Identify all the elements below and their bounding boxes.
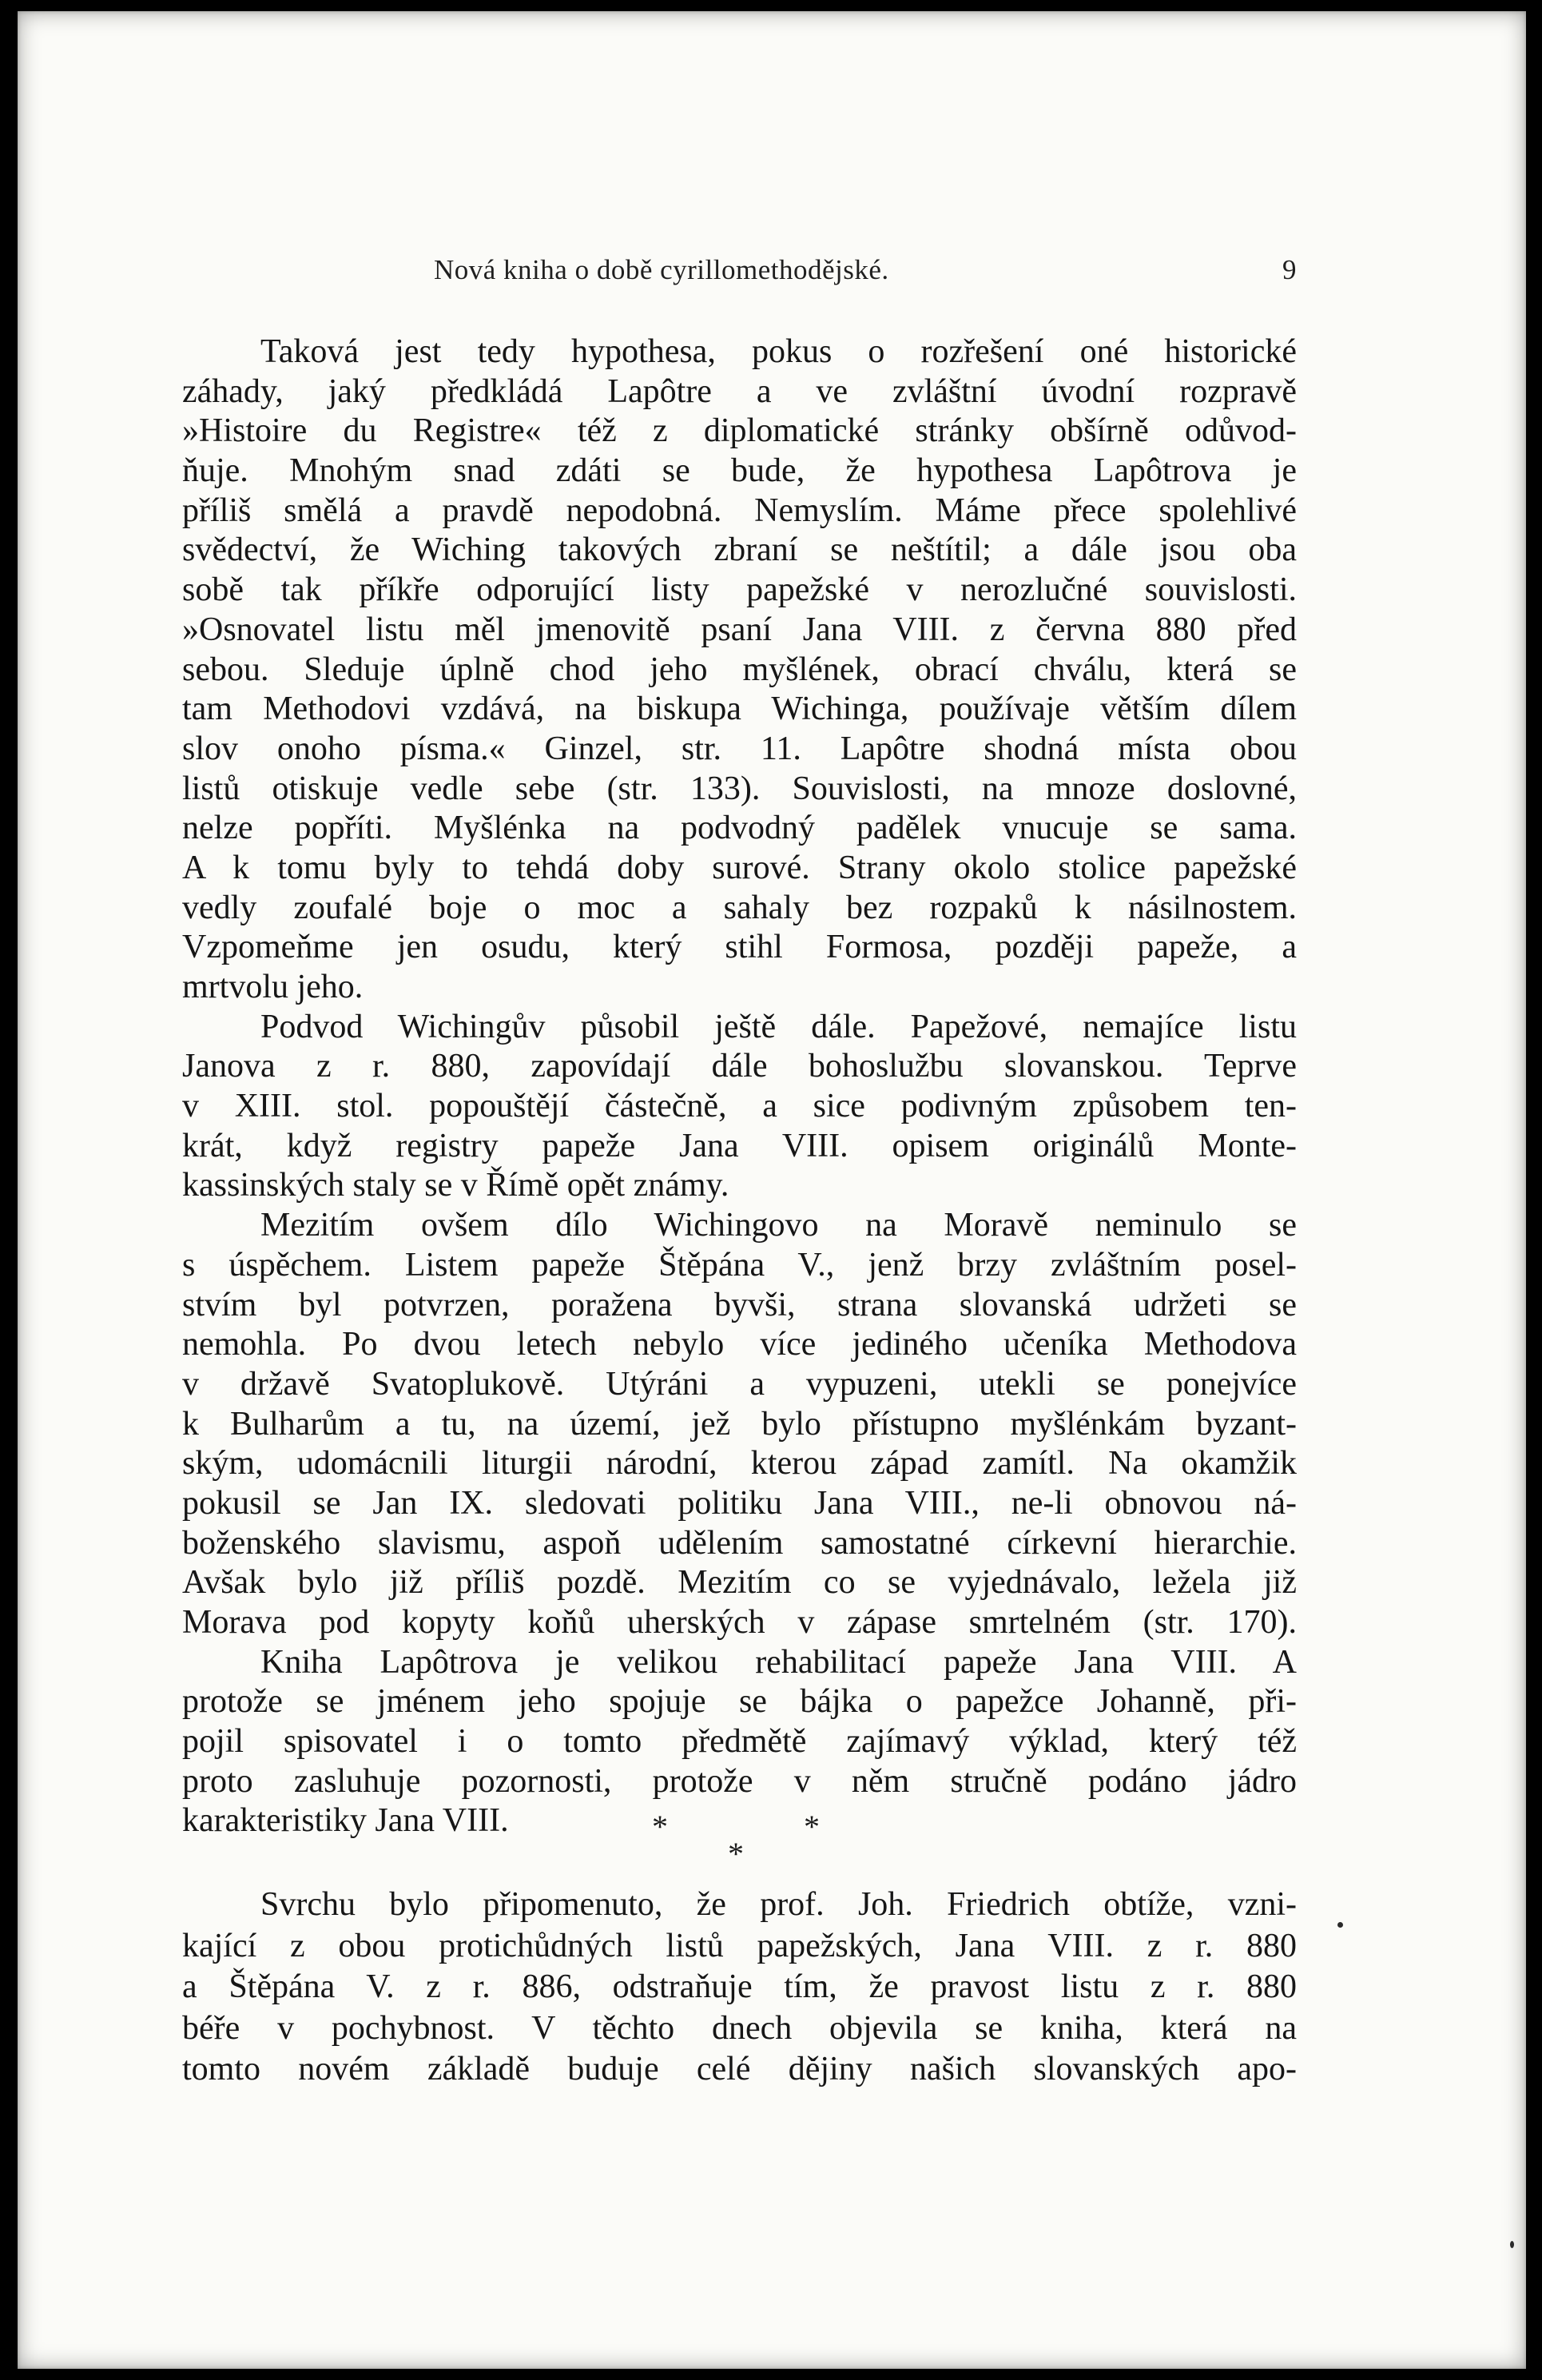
text-line: příliš smělá a pravdě nepodobná. Nemyslím. Máme přece spolehlivé — [182, 492, 1297, 529]
text-line: kassinských staly se v Římě opět známy. — [182, 1167, 729, 1204]
page-number: 9 — [1282, 254, 1297, 285]
text-line: ňuje. Mnohým snad zdáti se bude, že hypothesa Lapôtrova je — [182, 452, 1297, 490]
text-line: mrtvolu jeho. — [182, 969, 364, 1005]
text-line: sebou. Sleduje úplně chod jeho myšlének, obrací chválu, která se — [182, 651, 1297, 688]
ink-speck — [1337, 1922, 1343, 1928]
text-line: Mezitím ovšem dílo Wichingovo na Moravě neminulo se — [260, 1207, 1297, 1244]
text-line: stvím byl potvrzen, poražena byvši, strana slovanská udržeti se — [182, 1286, 1297, 1323]
text-line: tomto novém základě buduje celé dějiny našich slovanských apo- — [182, 2051, 1297, 2087]
text-line: sobě tak příkře odporující listy papežské v nerozlučné souvislosti. — [182, 571, 1297, 609]
text-line: nelze popříti. Myšlénka na podvodný padělek vnucuje se sama. — [182, 810, 1297, 847]
running-head — [182, 254, 1297, 294]
text-line: a Štěpána V. z r. 886, odstraňuje tím, že pravost listu z r. 880 — [182, 1968, 1297, 2005]
separator-asterisk: * — [728, 1836, 744, 1872]
text-line: Svrchu bylo připomenuto, že prof. Joh. Friedrich obtíže, vzni- — [260, 1886, 1297, 1923]
section-separator — [623, 1808, 847, 1888]
text-line: »Histoire du Registre« též z diplomatické stránky obšírně odůvod- — [182, 412, 1297, 450]
closing-paragraph — [182, 1884, 1297, 2091]
text-line: svědectví, že Wiching takových zbraní se neštítil; a dále jsou oba — [182, 531, 1297, 569]
text-line: vedly zoufalé boje o moc a sahaly bez rozpaků k násilnostem. — [182, 889, 1297, 926]
text-line: karakteristiky Jana VIII. — [182, 1802, 509, 1840]
text-line: Kniha Lapôtrova je velikou rehabilitací papeže Jana VIII. A — [260, 1643, 1297, 1681]
text-line: v državě Svatoplukově. Utýráni a vypuzeni, utekli se ponejvíce — [182, 1365, 1297, 1403]
running-title: Nová kniha o době cyrillomethodějské. — [434, 254, 889, 285]
text-line: krát, když registry papeže Jana VIII. opisem originálů Monte- — [182, 1127, 1297, 1164]
text-line: s úspěchem. Listem papeže Štěpána V., jenž brzy zvláštním posel- — [182, 1246, 1297, 1284]
text-line: A k tomu byly to tehdá doby surové. Strany okolo stolice papežské — [182, 849, 1297, 886]
text-line: pojil spisovatel i o tomto předmětě zajímavý výklad, který též — [182, 1723, 1297, 1761]
text-line: »Osnovatel listu měl jmenovitě psaní Jana VIII. z června 880 před — [182, 611, 1297, 648]
text-line: proto zasluhuje pozornosti, protože v něm stručně podáno jádro — [182, 1762, 1297, 1800]
text-line: v XIII. stol. popouštějí částečně, a sice podivným způsobem ten- — [182, 1088, 1297, 1125]
text-line: k Bulharům a tu, na území, jež bylo přístupno myšlénkám byzant- — [182, 1405, 1297, 1443]
text-line: béře v pochybnost. V těchto dnech objevila se kniha, která na — [182, 2009, 1297, 2047]
text-line: Vzpomeňme jen osudu, který stihl Formosa, později papeže, a — [182, 929, 1297, 966]
text-line: Janova z r. 880, zapovídají dále bohoslužbu slovanskou. Teprve — [182, 1048, 1297, 1085]
body-text — [182, 332, 1297, 1841]
text-line: Avšak bylo již příliš pozdě. Mezitím co se vyjednávalo, ležela již — [182, 1564, 1297, 1602]
separator-asterisk: * — [652, 1809, 668, 1845]
text-line: nemohla. Po dvou letech nebylo více jediného učeníka Methodova — [182, 1326, 1297, 1363]
text-line: kající z obou protichůdných listů papežských, Jana VIII. z r. 880 — [182, 1927, 1297, 1964]
text-line: tam Methodovi vzdává, na biskupa Wichinga, používaje větším dílem — [182, 691, 1297, 728]
text-line: Morava pod kopyty koňů uherských v zápase smrtelném (str. 170). — [182, 1604, 1297, 1641]
text-line: Podvod Wichingův působil ještě dále. Papežové, nemajíce listu — [260, 1008, 1297, 1045]
text-line: protože se jménem jeho spojuje se bájka o papežce Johanně, při- — [182, 1683, 1297, 1721]
separator-asterisk: * — [804, 1809, 820, 1845]
text-line: slov onoho písma.« Ginzel, str. 11. Lapôtre shodná místa obou — [182, 730, 1297, 767]
ink-speck — [1510, 2241, 1514, 2248]
text-line: Taková jest tedy hypothesa, pokus o rozřešení oné historické — [260, 333, 1297, 370]
text-line: ským, udomácnili liturgii národní, kterou západ zamítl. Na okamžik — [182, 1445, 1297, 1483]
text-line: boženského slavismu, aspoň udělením samostatné církevní hierarchie. — [182, 1524, 1297, 1562]
text-line: pokusil se Jan IX. sledovati politiku Jana VIII., ne-li obnovou ná- — [182, 1484, 1297, 1522]
text-line: záhady, jaký předkládá Lapôtre a ve zvláštní úvodní rozpravě — [182, 372, 1297, 410]
text-line: listů otiskuje vedle sebe (str. 133). Souvislosti, na mnoze doslovné, — [182, 770, 1297, 807]
